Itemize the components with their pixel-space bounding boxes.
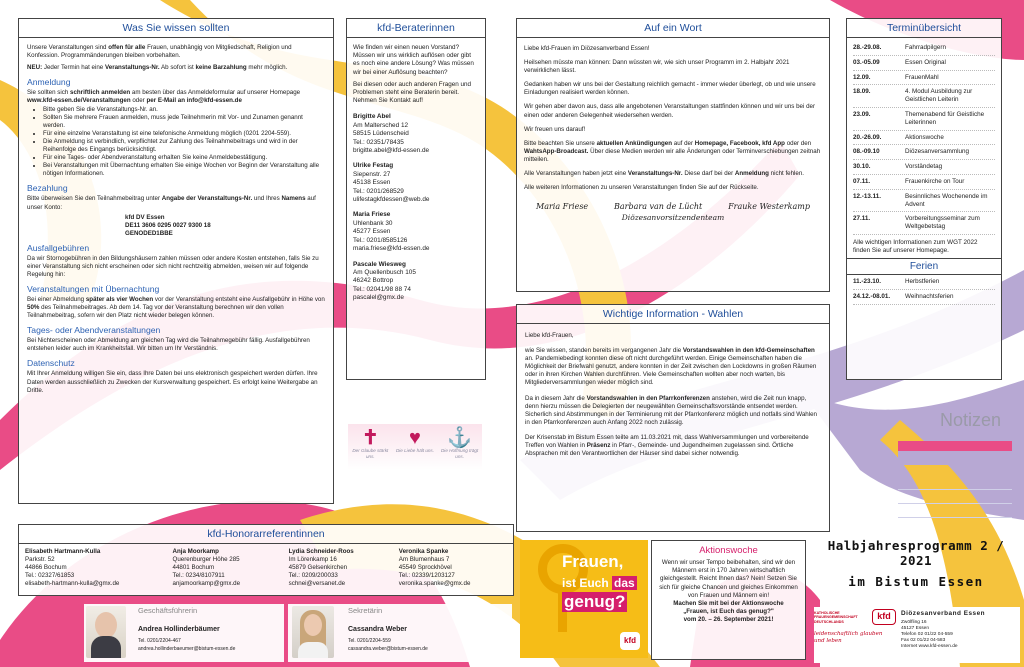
aktionswoche-text: Wenn wir unser Tempo beibehalten, sind wir den Männern erst in 170 Jahren wirtschaftlich gleichgestellt. Reicht Ihnen das? Nein! Setzen Sie sich für gleiche Chancen und gleiches Einkommen von Frauen und Männern ein! <box>659 559 798 599</box>
schedule-row <box>853 212 995 235</box>
schedule-row <box>853 108 995 131</box>
schedule-date: 28.-29.08. <box>853 44 882 51</box>
kfd-logo: kfd <box>620 632 640 650</box>
staff-card <box>288 604 512 662</box>
holiday-date: 11.-23.10. <box>853 277 882 285</box>
wort-panel-title: Auf ein Wort <box>517 19 829 38</box>
notizen-lines <box>898 476 1012 518</box>
holiday-row <box>853 290 995 305</box>
holiday-row <box>853 275 995 290</box>
ausfall-heading: Ausfallgebühren <box>27 242 90 253</box>
staff-email: cassandra.weber@bistum-essen.de <box>348 646 428 652</box>
schedule-row <box>853 175 995 190</box>
anmeldung-heading: Anmeldung <box>27 77 71 88</box>
schedule-date: 30.10. <box>853 163 871 171</box>
schedule-event: 4. Modul Ausbildung zur Geistlichen Leiterin <box>905 88 973 104</box>
list-item: • Bitte geben Sie die Veranstaltungs-Nr. an. <box>43 106 325 114</box>
anmeldung-text: Sie sollten sich schriftlich anmelden am besten über das Anmeldeformular auf unserer Homepage www.kfd-essen.de/Veranstaltungen oder per E-Mail an info@kfd-essen.de <box>27 89 301 105</box>
uebernachtung-heading: Veranstaltungen mit Übernachtung <box>27 283 160 294</box>
schedule-event: Themenabend für Geistliche Leiterinnen <box>905 110 985 126</box>
berater-contact: Maria Friese Uhlenbank 30 45277 Essen Tel.: 0201/8585126 maria.friese@kfd-essen.de <box>353 211 430 253</box>
cross-icon: ✝ <box>361 427 379 449</box>
bank-account: kfd DV Essen DE11 3606 0295 0027 9300 18 GENODED1BBE <box>125 213 211 237</box>
kfd-address: Zwölfling 16 45127 Essen Telefon 02 01/22 04-559 Fax 02 01/22 04-583 Internet www.kfd-essen.de <box>901 620 958 649</box>
berater-intro-2: Bei diesen oder auch anderen Fragen und Problemen steht eine Beraterin bereit. Nehmen Sie Kontakt auf! <box>353 80 471 105</box>
berater-contact: Brigitte Abel Am Maltersched 12 58515 Lüdenscheid Tel.: 02351/78435 brigitte.abel@kfd-essen.de <box>353 113 430 155</box>
poster-line: Frauen, <box>562 552 624 571</box>
wahlen-panel <box>516 304 830 532</box>
staff-email: andrea.hollinderbaeumer@bistum-essen.de <box>138 646 236 652</box>
wahlen-paragraph: wie Sie wissen, standen bereits im vergangenen Jahr die Vorstandswahlen in den kfd-Gemeinschaften an. Pandemiebedingt konnten diese oft nicht durchgeführt werden. Einige Gemeinschaften haben die Möglichkeit der Briefwahl genutzt, andere konnten in der Zeit zwischen den Lockdowns in großen Räumen oder in ihren Kirchen Wahlen durchführen. Viele Gemeinschaften wollten aber noch warten, bis Mitgliederversammlungen wieder möglich sind. <box>525 347 817 387</box>
info-panel-title: Was Sie wissen sollten <box>19 19 333 38</box>
list-item: • Für eine Tages- oder Abendveranstaltung erhalten Sie keine Anmeldebestätigung. <box>43 154 325 162</box>
program-title <box>812 538 1020 589</box>
neu-text: NEU: Jeder Termin hat eine Veranstaltungs-Nr. Ab sofort ist keine Barzahlung mehr möglich. <box>27 64 288 72</box>
schedule-event: Vorständetag <box>905 163 943 171</box>
list-item: • Bei Veranstaltungen mit Übernachtung erhalten Sie einige Wochen vor Beginn der Veranstaltung alle nötigen Informationen. <box>43 162 325 178</box>
referentin-contact: Elisabeth Hartmann-Kulla Parkstr. 52 44866 Bochum Tel.: 02327/61853 elisabeth-hartmann-kulla@gmx.de <box>25 548 120 587</box>
schedule-date: 18.09. <box>853 88 871 96</box>
wahlen-paragraph: Der Krisenstab im Bistum Essen teilte am 11.03.2021 mit, dass Wahlversammlungen und vorbereitende Treffen von Wahlen in Präsenz in Pfarr-, Gemeinde- und Jugendheimen zugelassen sind. Örtliche Absprachen mit den Verantwortlichen der Häuser sind dabei sicher notwendig. <box>525 433 809 458</box>
team-label: Diözesanvorsitzendenteam <box>621 213 725 223</box>
termine-list <box>853 41 995 235</box>
love-label: Die Liebe hält uns. <box>395 448 435 453</box>
uebernachtung-text: Bei einer Abmeldung später als vier Wochen vor der Veranstaltung entsteht eine Ausfallgebühr in Höhe von 50% des Teilnahmebeitrages. Ab dem 14. Tag vor der Veranstaltung berechnen wir den vollen Teilnahmebeitrag, sofern wir den Platz nicht wieder belegen können. <box>27 295 325 320</box>
aktion-poster <box>520 540 648 658</box>
schedule-event: FrauenMahl <box>905 73 939 81</box>
wort-paragraph: Bitte beachten Sie unsere aktuellen Ankündigungen auf der Homepage, Facebook, kfd App oder den WahtsApp-Broadcast. Über diese Medien werden wir alle Änderungen oder Terminverschiebungen zeitnah mitteilen. <box>524 139 821 163</box>
termine-panel-title: Terminübersicht <box>847 19 1001 38</box>
schedule-date: 12.-13.11. <box>853 192 882 200</box>
schedule-row <box>853 145 995 160</box>
schedule-event: Essen Original <box>905 58 946 66</box>
signature: Barbara van de Lücht <box>614 202 703 212</box>
staff-phone: Tel. 0201/2204-467 <box>138 638 181 644</box>
tagesveranstaltung-heading: Tages- oder Abendveranstaltungen <box>27 325 161 336</box>
schedule-date: 08.-09.10 <box>853 148 880 156</box>
schedule-event: Vorbereitungsseminar zum Weltgebetstag <box>905 215 980 231</box>
schedule-row <box>853 56 995 71</box>
faith-item <box>350 428 390 470</box>
program-title-line: Halbjahresprogramm 2 / 2021 <box>827 538 1005 568</box>
anmeldung-list <box>43 106 325 178</box>
staff-role: Sekretärin <box>348 606 383 615</box>
wahlen-greeting: Liebe kfd-Frauen, <box>525 332 574 339</box>
staff-name: Cassandra Weber <box>348 626 408 633</box>
aktionswoche-title: Aktionswoche <box>699 545 758 556</box>
heart-icon: ♥ <box>409 427 421 449</box>
hope-label: Die Hoffnung trägt uns. <box>440 448 479 459</box>
schedule-event: Aktionswoche <box>905 133 944 141</box>
termine-panel <box>846 18 1002 380</box>
signatures <box>524 202 822 211</box>
kfd-logo: kfd <box>872 609 896 625</box>
staff-card <box>84 604 284 662</box>
schedule-date: 07.11. <box>853 177 871 185</box>
schedule-row <box>853 71 995 86</box>
ferien-heading: Ferien <box>847 258 1001 275</box>
wort-greeting: Liebe kfd-Frauen im Diözesanverband Essen! <box>524 45 650 52</box>
ausfall-text: Da wir Stornogebühren in den Bildungshäusern zahlen müssen oder andere Kosten entstehen, falls Sie zu einer Veranstaltung sich nicht erscheinen oder sich nicht rechtzeitig abmelden, weisen wir auf folgende Regelung hin: <box>27 254 319 278</box>
schedule-event: Besinnliches Wochenende im Advent <box>905 192 988 208</box>
anchor-icon: ⚓ <box>447 427 473 449</box>
hope-item <box>440 428 480 470</box>
berater-intro: Wie finden wir einen neuen Vorstand? Müssen wir uns wirklich auflösen oder gibt es noch eine andere Lösung? Was müssen wir bei einer Auflösung beachten? <box>353 44 474 76</box>
holiday-name: Herbstferien <box>905 277 940 285</box>
faith-label: Der Glaube stärkt uns. <box>352 448 389 459</box>
schedule-date: 27.11. <box>853 215 871 223</box>
kfd-address-block <box>814 607 1020 663</box>
schedule-event: Frauenkirche on Tour <box>905 177 965 185</box>
datenschutz-text: Mit Ihrer Anmeldung willigen Sie ein, dass Ihre Daten bei uns elektronisch gespeichert werden dürfen. Ihre Daten werden ausschließlich zu Zwecken der Kursverwaltung gespeichert. Es erfolgt keine Weitergabe an Dritte. <box>27 370 318 394</box>
list-item: • Sollten Sie mehrere Frauen anmelden, muss jede Teilnehmerin mit Vor- und Zunamen genannt werden. <box>43 114 325 130</box>
referentin-contact: Veronika Spanke Am Blumenhaus 7 45549 Sprockhövel Tel.: 02339/1203127 veronika.spanke@gmx.de <box>398 548 471 587</box>
wort-panel <box>516 18 830 292</box>
wort-paragraph: Wir freuen uns darauf! <box>524 125 586 133</box>
list-item: • Für eine einzelne Veranstaltung ist eine telefonische Anmeldung möglich (0201 2204-559). <box>43 130 325 138</box>
referentin-contact: Anja Moorkamp Querenburger Höhe 285 44801 Bochum Tel.: 0234/8107911 anjamoorkamp@gmx.de <box>172 548 241 587</box>
schedule-row <box>853 41 995 56</box>
kfd-slogan: leidenschaftlich glauben und leben <box>814 631 883 644</box>
termine-note: Alle wichtigen Informationen zum WGT 2022 finden Sie auf unserer Homepage. <box>853 238 978 254</box>
staff-name: Andrea Hollinderbäumer <box>138 626 220 633</box>
avatar <box>292 606 334 658</box>
notizen-color-bars <box>898 441 1012 465</box>
wort-paragraph: Alle Veranstaltungen haben jetzt eine Veranstaltungs-Nr. Diese darf bei der Anmeldung nicht fehlen. <box>524 170 805 178</box>
staff-role: Geschäftsführerin <box>138 606 198 615</box>
holiday-name: Weihnachtsferien <box>905 292 954 300</box>
tagesveranstaltung-text: Bei Nichterscheinen oder Abmeldung am gleichen Tag wird die Teilnahmegebühr fällig. Ausfallgebühren entstehen leider auch im Krankheitsfall. Wir bitten um Ihr Verständnis. <box>27 337 310 353</box>
bezahlung-heading: Bezahlung <box>27 183 68 194</box>
schedule-event: Diözesanversammlung <box>905 148 970 156</box>
aktionswoche-cta: Machen Sie mit bei der Aktionswoche <box>673 600 784 608</box>
program-title-line: im Bistum Essen <box>848 574 984 589</box>
wort-paragraph: Alle weiteren Informationen zu unseren Veranstaltungen finden Sie auf der Rückseite. <box>524 184 759 192</box>
berater-panel <box>346 18 486 380</box>
schedule-row <box>853 85 995 108</box>
signature: Frauke Westerkamp <box>728 202 810 212</box>
schedule-date: 23.09. <box>853 110 871 118</box>
poster-line: genug? <box>564 592 626 611</box>
berater-panel-title: kfd-Beraterinnen <box>347 19 485 38</box>
schedule-row <box>853 190 995 213</box>
holiday-date: 24.12.-08.01. <box>853 292 891 300</box>
kfd-dv-name: Diözesanverband Essen <box>901 610 986 617</box>
schedule-row <box>853 160 995 175</box>
staff-phone: Tel. 0201/2204-559 <box>348 638 391 644</box>
intro-text: Unsere Veranstaltungen sind offen für alle Frauen, unabhängig von Mitgliedschaft, Religion und Konfession. Programmänderungen bleiben vorbehalten. <box>27 44 292 60</box>
ferien-list <box>853 275 995 305</box>
wahlen-paragraph: Da in diesem Jahr die Vorstandswahlen in den Pfarrkonferenzen anstehen, wird die Zeit nun knapp, denn hierzu müssen die Delegierten der neugewählten Gemeinschaftsvorstände entsendet werden. Sicherlich sind Abstimmungen in der Terminierung mit der Pfarrkonferenz möglich und notfalls sind Wahlen in den Pfarrkonferenzen auch Anfang 2022 noch zulässig. <box>525 394 817 426</box>
wort-paragraph: Gedanken haben wir uns bei der Gestaltung reichlich gemacht - immer wieder überlegt, ob und wie unsere Einladungen realisiert werden können. <box>524 81 816 97</box>
honorar-panel-title: kfd-Honorarreferentinnen <box>19 525 513 544</box>
datenschutz-heading: Datenschutz <box>27 358 75 369</box>
schedule-date: 12.09. <box>853 73 871 81</box>
schedule-row <box>853 131 995 146</box>
wort-paragraph: Wir gehen aber davon aus, dass alle angebotenen Veranstaltungen stattfinden können und wir uns bei der einen oder anderen Gelegenheit wiedersehen werden. <box>524 103 816 119</box>
poster-line-2: ist Euch das <box>562 576 635 590</box>
berater-contact: Ulrike Festag Siepenstr. 27 45138 Essen Tel.: 0201/268529 ulifestagkfdessen@web.de <box>353 162 430 204</box>
schedule-event: Fahrradpilgern <box>905 44 946 51</box>
wahlen-panel-title: Wichtige Information - Wahlen <box>517 305 829 324</box>
info-panel <box>18 18 334 504</box>
list-item: • Die Anmeldung ist verbindlich, verpflichtet zur Zahlung des Teilnahmebeitrags und wird in der Reihenfolge des Eingangs berücksichtigt. <box>43 138 325 154</box>
bezahlung-text: Bitte überweisen Sie den Teilnahmebeitrag unter Angabe der Veranstaltungs-Nr. und Ihres Namens auf unser Konto: <box>27 195 316 211</box>
wort-paragraph: Heilsehen müsste man können: Dann wüssten wir, wie sich unser Programm im 2. Halbjahr 2021 verwirklichen lässt. <box>524 59 790 75</box>
aktionswoche-dates: vom 20. – 26. September 2021! <box>683 616 774 624</box>
signature: Maria Friese <box>536 202 589 212</box>
honorar-list <box>25 548 507 588</box>
referentin-contact: Lydia Schneider-Roos Im Lörenkamp 16 45879 Gelsenkirchen Tel.: 0209/200033 schnei@versanet.de <box>288 548 354 587</box>
avatar <box>86 606 126 658</box>
kfd-org-name: KATHOLISCHE FRAUENGEMEINSCHAFT DEUTSCHLANDS <box>814 611 858 624</box>
aktionswoche-panel <box>651 540 806 660</box>
honorar-panel <box>18 524 514 596</box>
notizen-title: Notizen <box>940 410 1002 430</box>
schedule-date: 20.-26.09. <box>853 133 882 141</box>
love-item <box>395 428 435 470</box>
aktionswoche-slogan: „Frauen, ist Euch das genug?" <box>683 608 774 616</box>
schedule-date: 03.-05.09 <box>853 58 880 66</box>
berater-contact: Pascale Wiesweg Am Quellenbusch 105 46242 Bottrop Tel.: 02041/98 88 74 pascalel@gmx.de <box>353 260 416 302</box>
values-icons <box>348 424 482 470</box>
